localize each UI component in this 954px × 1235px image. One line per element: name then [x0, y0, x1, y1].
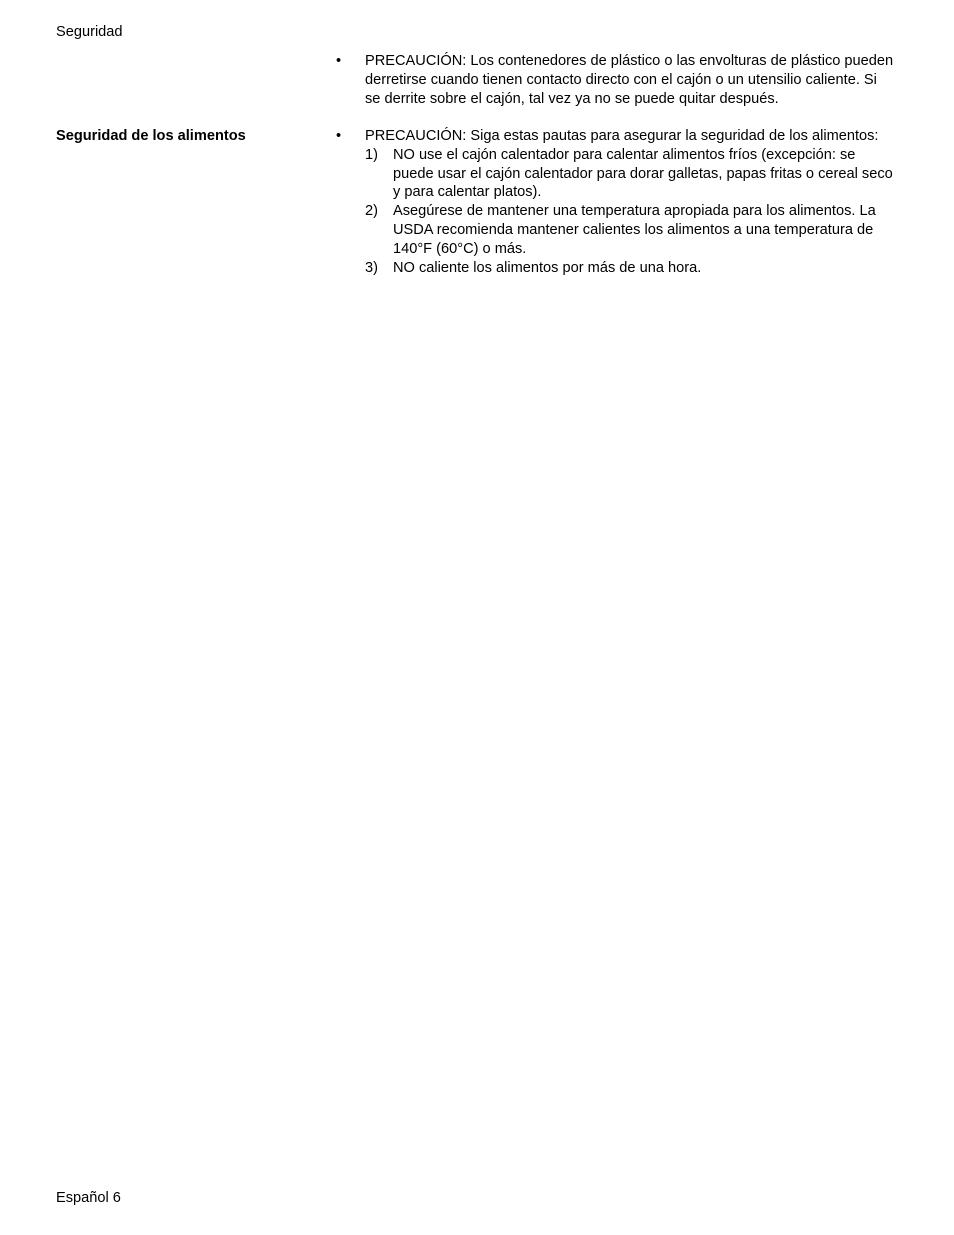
- list-item-text: NO caliente los alimentos por más de una hora.: [393, 259, 702, 276]
- list-item: [365, 259, 896, 278]
- list-item-text: NO use el cajón calentador para calentar alimentos fríos (excepción: se puede usar el cajón calentador para dorar galletas, papas fritas o cereal seco y para calentar platos).: [393, 146, 893, 201]
- food-safety-heading: Seguridad de los alimentos: [56, 128, 246, 144]
- list-marker: 1): [365, 146, 378, 163]
- caution-food-text: PRECAUCIÓN: Siga estas pautas para asegurar la seguridad de los alimentos:: [365, 128, 879, 144]
- list-marker: 3): [365, 259, 378, 276]
- caution-plastic-text: PRECAUCIÓN: Los contenedores de plástico o las envolturas de plástico pueden derretirse cuando tienen contacto directo con el cajón o un utensilio caliente. Si se derrite sobre el cajón, tal vez ya no se puede quitar después.: [365, 53, 894, 107]
- list-item: [365, 202, 896, 258]
- caution-plastic-block: [336, 52, 896, 108]
- bullet-mark: •: [336, 53, 342, 69]
- bullet-mark: •: [336, 128, 342, 144]
- running-header: Seguridad: [56, 24, 123, 40]
- list-item: [365, 146, 896, 202]
- food-safety-list: [365, 146, 896, 278]
- caution-food-block: [336, 127, 896, 277]
- page-number: Español 6: [56, 1190, 121, 1206]
- caution-food-item: [336, 127, 896, 277]
- list-item-text: Asegúrese de mantener una temperatura apropiada para los alimentos. La USDA recomienda mantener calientes los alimentos a una temperatura de 140°F (60°C) o más.: [393, 203, 876, 257]
- caution-plastic-item: [336, 52, 896, 108]
- list-marker: 2): [365, 203, 378, 220]
